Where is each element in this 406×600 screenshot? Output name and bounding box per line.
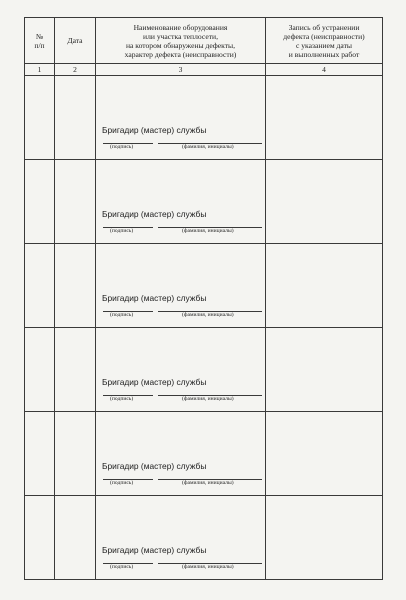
number-cell[interactable] <box>25 76 55 160</box>
signature-block <box>102 293 261 325</box>
header-date: Дата <box>55 18 96 64</box>
signature-block <box>102 377 261 409</box>
repair-record-cell[interactable] <box>266 328 383 412</box>
name-caption: (фамилия, инициалы) <box>182 312 234 318</box>
date-cell[interactable] <box>55 328 96 412</box>
signature-block <box>102 545 261 577</box>
signature-caption: (подпись) <box>110 564 134 570</box>
name-caption: (фамилия, инициалы) <box>182 144 234 150</box>
signature-title: Бригадир (мастер) службы <box>102 125 207 135</box>
table-row <box>25 496 383 580</box>
repair-record-cell[interactable] <box>266 244 383 328</box>
column-number: 4 <box>266 64 383 76</box>
signature-caption: (подпись) <box>110 480 134 486</box>
signature-block <box>102 209 261 241</box>
table-header-row <box>25 18 383 64</box>
table-row <box>25 76 383 160</box>
table-row <box>25 244 383 328</box>
defect-description-cell[interactable] <box>96 328 266 412</box>
date-cell[interactable] <box>55 244 96 328</box>
number-cell[interactable] <box>25 412 55 496</box>
signature-caption: (подпись) <box>110 228 134 234</box>
signature-title: Бригадир (мастер) службы <box>102 545 207 555</box>
number-cell[interactable] <box>25 328 55 412</box>
column-number: 2 <box>55 64 96 76</box>
signature-caption: (подпись) <box>110 144 134 150</box>
number-cell[interactable] <box>25 496 55 580</box>
signature-caption: (подпись) <box>110 396 134 402</box>
defect-journal-table <box>24 17 383 580</box>
number-cell[interactable] <box>25 160 55 244</box>
date-cell[interactable] <box>55 160 96 244</box>
defect-description-cell[interactable] <box>96 76 266 160</box>
repair-record-cell[interactable] <box>266 496 383 580</box>
name-caption: (фамилия, инициалы) <box>182 480 234 486</box>
defect-description-cell[interactable] <box>96 244 266 328</box>
signature-block <box>102 461 261 493</box>
defect-description-cell[interactable] <box>96 160 266 244</box>
table-row <box>25 160 383 244</box>
signature-block <box>102 125 261 157</box>
repair-record-cell[interactable] <box>266 76 383 160</box>
header-repair-record: Запись об устранении дефекта (неисправности) с указанием даты и выполненных работ <box>266 18 383 64</box>
column-number-row <box>25 64 383 76</box>
column-number: 1 <box>25 64 55 76</box>
column-number: 3 <box>96 64 266 76</box>
header-number: № п/п <box>25 18 55 64</box>
defect-description-cell[interactable] <box>96 496 266 580</box>
name-caption: (фамилия, инициалы) <box>182 396 234 402</box>
signature-caption: (подпись) <box>110 312 134 318</box>
defect-description-cell[interactable] <box>96 412 266 496</box>
name-caption: (фамилия, инициалы) <box>182 228 234 234</box>
date-cell[interactable] <box>55 496 96 580</box>
date-cell[interactable] <box>55 76 96 160</box>
table-row <box>25 328 383 412</box>
table-row <box>25 412 383 496</box>
repair-record-cell[interactable] <box>266 160 383 244</box>
signature-title: Бригадир (мастер) службы <box>102 461 207 471</box>
date-cell[interactable] <box>55 412 96 496</box>
number-cell[interactable] <box>25 244 55 328</box>
repair-record-cell[interactable] <box>266 412 383 496</box>
signature-title: Бригадир (мастер) службы <box>102 377 207 387</box>
signature-title: Бригадир (мастер) службы <box>102 293 207 303</box>
name-caption: (фамилия, инициалы) <box>182 564 234 570</box>
header-equipment-defect: Наименование оборудования или участка теплосети, на котором обнаружены дефекты, характер дефекта (неисправности) <box>96 18 266 64</box>
signature-title: Бригадир (мастер) службы <box>102 209 207 219</box>
